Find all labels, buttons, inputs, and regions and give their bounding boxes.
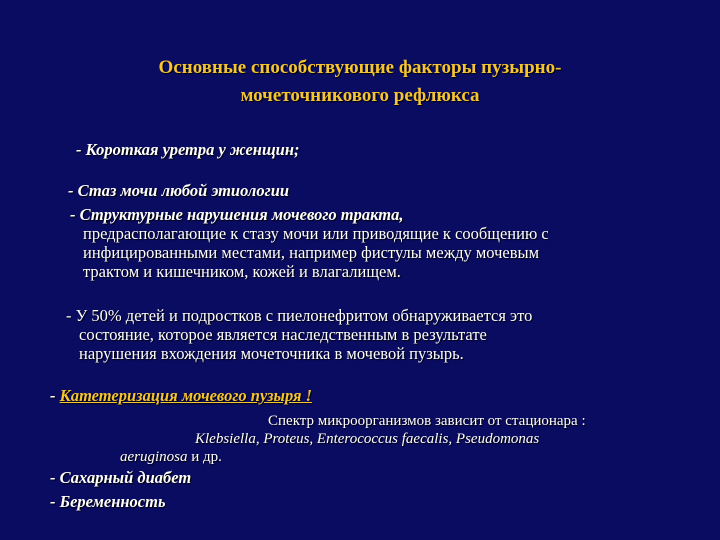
item-catheterization (50, 386, 312, 405)
item-diabetes: - Сахарный диабет (50, 468, 192, 487)
item-urine-stasis: - Стаз мочи любой этиологии (68, 181, 290, 200)
item-heredity (66, 306, 532, 363)
item-short-urethra: - Короткая уретра у женщин; (76, 140, 300, 159)
catheterization-link: Катетеризация мочевого пузыря ! (59, 386, 313, 405)
spectrum-line-3 (120, 448, 222, 466)
slide-title (80, 54, 640, 110)
item-structural-disorders (70, 205, 549, 281)
catheterization-dash: - (50, 386, 60, 405)
spectrum-organism: aeruginosa (120, 449, 188, 465)
heredity-line-3: нарушения вхождения мочеточника в мочевой пузырь. (79, 344, 464, 363)
item-pregnancy: - Беременность (50, 492, 166, 511)
slide-title-line-2: мочеточникового рефлюкса (240, 85, 480, 106)
structural-line-1: - Структурные нарушения мочевого тракта, (70, 205, 404, 224)
structural-line-2: предрасполагающие к стазу мочи или приводящие к сообщению с (83, 224, 549, 243)
slide-title-line-1: Основные способствующие факторы пузырно- (158, 57, 562, 78)
spectrum-etc: и др. (187, 449, 222, 465)
spectrum-line-1: Спектр микроорганизмов зависит от стационара : (268, 413, 586, 429)
spectrum-line-2: Klebsiella, Proteus, Enterococcus faecalis, Pseudomonas (195, 431, 540, 447)
structural-line-4: трактом и кишечником, кожей и влагалищем. (83, 262, 401, 281)
structural-line-3: инфицированными местами, например фистулы между мочевым (83, 243, 540, 262)
heredity-line-1: - У 50% детей и подростков с пиелонефритом обнаруживается это (66, 306, 533, 325)
heredity-line-2: состояние, которое является наследственным в результате (79, 325, 487, 344)
